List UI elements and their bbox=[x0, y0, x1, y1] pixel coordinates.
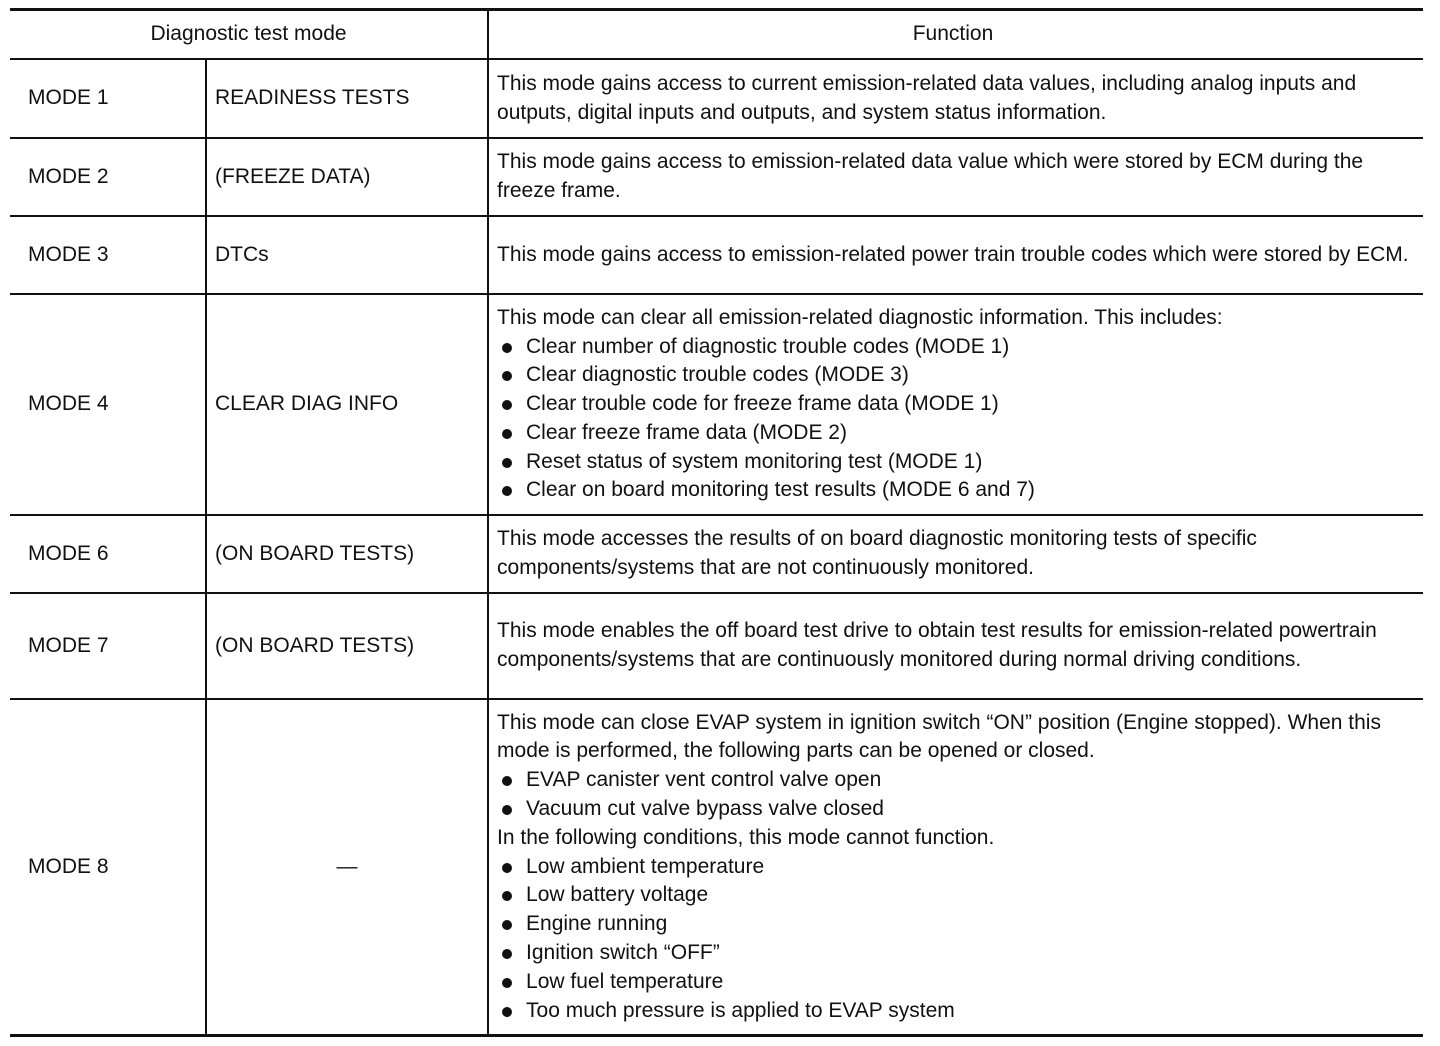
list-item: Reset status of system monitoring test (MODE 1) bbox=[497, 448, 1417, 477]
function-text: This mode gains access to emission-related power train trouble codes which were stored by ECM. bbox=[497, 242, 1409, 266]
header-function: Function bbox=[488, 10, 1423, 60]
bullet-icon bbox=[502, 1007, 512, 1017]
list-item: Low ambient temperature bbox=[497, 853, 1417, 882]
table-row bbox=[10, 138, 1423, 216]
bullet-icon bbox=[502, 863, 512, 873]
bullet-list bbox=[497, 333, 1417, 506]
list-item: Low battery voltage bbox=[497, 881, 1417, 910]
mode-cell: MODE 3 bbox=[10, 216, 206, 294]
mode-name-cell: (ON BOARD TESTS) bbox=[206, 515, 488, 593]
bullet-icon bbox=[502, 458, 512, 468]
table-row bbox=[10, 699, 1423, 1036]
mode-cell: MODE 2 bbox=[10, 138, 206, 216]
function-cell bbox=[488, 138, 1423, 216]
function-text: This mode gains access to emission-related data value which were stored by ECM during the freeze frame. bbox=[497, 150, 1364, 202]
bullet-icon bbox=[502, 805, 512, 815]
bullet-icon bbox=[502, 371, 512, 381]
list-item: Engine running bbox=[497, 910, 1417, 939]
function-text: This mode can close EVAP system in ignition switch “ON” position (Engine stopped). When this mode is performed, the following parts can be opened or closed. bbox=[497, 710, 1381, 763]
function-text: This mode gains access to current emission-related data values, including analog inputs and outputs, digital inputs and outputs, and system status information. bbox=[497, 71, 1357, 124]
list-item: Clear diagnostic trouble codes (MODE 3) bbox=[497, 361, 1417, 390]
list-item: Clear trouble code for freeze frame data (MODE 1) bbox=[497, 390, 1417, 419]
list-item: Clear freeze frame data (MODE 2) bbox=[497, 419, 1417, 448]
table-row bbox=[10, 294, 1423, 515]
mode-name-cell: CLEAR DIAG INFO bbox=[206, 294, 488, 515]
function-text: In the following conditions, this mode cannot function. bbox=[497, 825, 995, 849]
function-cell bbox=[488, 294, 1423, 515]
mode-name-cell: (FREEZE DATA) bbox=[206, 138, 488, 216]
mode-cell: MODE 8 bbox=[10, 699, 206, 1036]
function-cell bbox=[488, 593, 1423, 699]
function-text: This mode can clear all emission-related diagnostic information. This includes: bbox=[497, 305, 1223, 329]
diagnostic-test-mode-table bbox=[10, 8, 1423, 1037]
bullet-list bbox=[497, 853, 1417, 1026]
list-item: EVAP canister vent control valve open bbox=[497, 766, 1417, 795]
bullet-icon bbox=[502, 429, 512, 439]
mode-name-cell: (ON BOARD TESTS) bbox=[206, 593, 488, 699]
list-item: Clear number of diagnostic trouble codes (MODE 1) bbox=[497, 333, 1417, 362]
bullet-icon bbox=[502, 978, 512, 988]
table-row bbox=[10, 515, 1423, 593]
bullet-icon bbox=[502, 400, 512, 410]
list-item: Vacuum cut valve bypass valve closed bbox=[497, 795, 1417, 824]
mode-name-cell: — bbox=[206, 699, 488, 1036]
bullet-icon bbox=[502, 891, 512, 901]
function-cell bbox=[488, 59, 1423, 138]
list-item: Low fuel temperature bbox=[497, 968, 1417, 997]
table-row bbox=[10, 216, 1423, 294]
mode-cell: MODE 6 bbox=[10, 515, 206, 593]
mode-cell: MODE 7 bbox=[10, 593, 206, 699]
list-item: Too much pressure is applied to EVAP system bbox=[497, 997, 1417, 1026]
list-item: Ignition switch “OFF” bbox=[497, 939, 1417, 968]
table-row bbox=[10, 59, 1423, 138]
bullet-icon bbox=[502, 920, 512, 930]
header-diagnostic-test-mode: Diagnostic test mode bbox=[10, 10, 488, 60]
function-cell bbox=[488, 515, 1423, 593]
table-header-row bbox=[10, 10, 1423, 60]
mode-name-cell: DTCs bbox=[206, 216, 488, 294]
bullet-icon bbox=[502, 343, 512, 353]
function-cell bbox=[488, 699, 1423, 1036]
bullet-icon bbox=[502, 949, 512, 959]
bullet-icon bbox=[502, 486, 512, 496]
bullet-icon bbox=[502, 776, 512, 786]
mode-cell: MODE 1 bbox=[10, 59, 206, 138]
table-row bbox=[10, 593, 1423, 699]
mode-name-cell: READINESS TESTS bbox=[206, 59, 488, 138]
bullet-list bbox=[497, 766, 1417, 824]
function-text: This mode accesses the results of on board diagnostic monitoring tests of specific components/systems that are not continuously monitored. bbox=[497, 527, 1257, 579]
function-text: This mode enables the off board test drive to obtain test results for emission-related powertrain components/systems that are continuously monitored during normal driving conditions. bbox=[497, 619, 1377, 671]
mode-cell: MODE 4 bbox=[10, 294, 206, 515]
list-item: Clear on board monitoring test results (MODE 6 and 7) bbox=[497, 476, 1417, 505]
function-cell bbox=[488, 216, 1423, 294]
